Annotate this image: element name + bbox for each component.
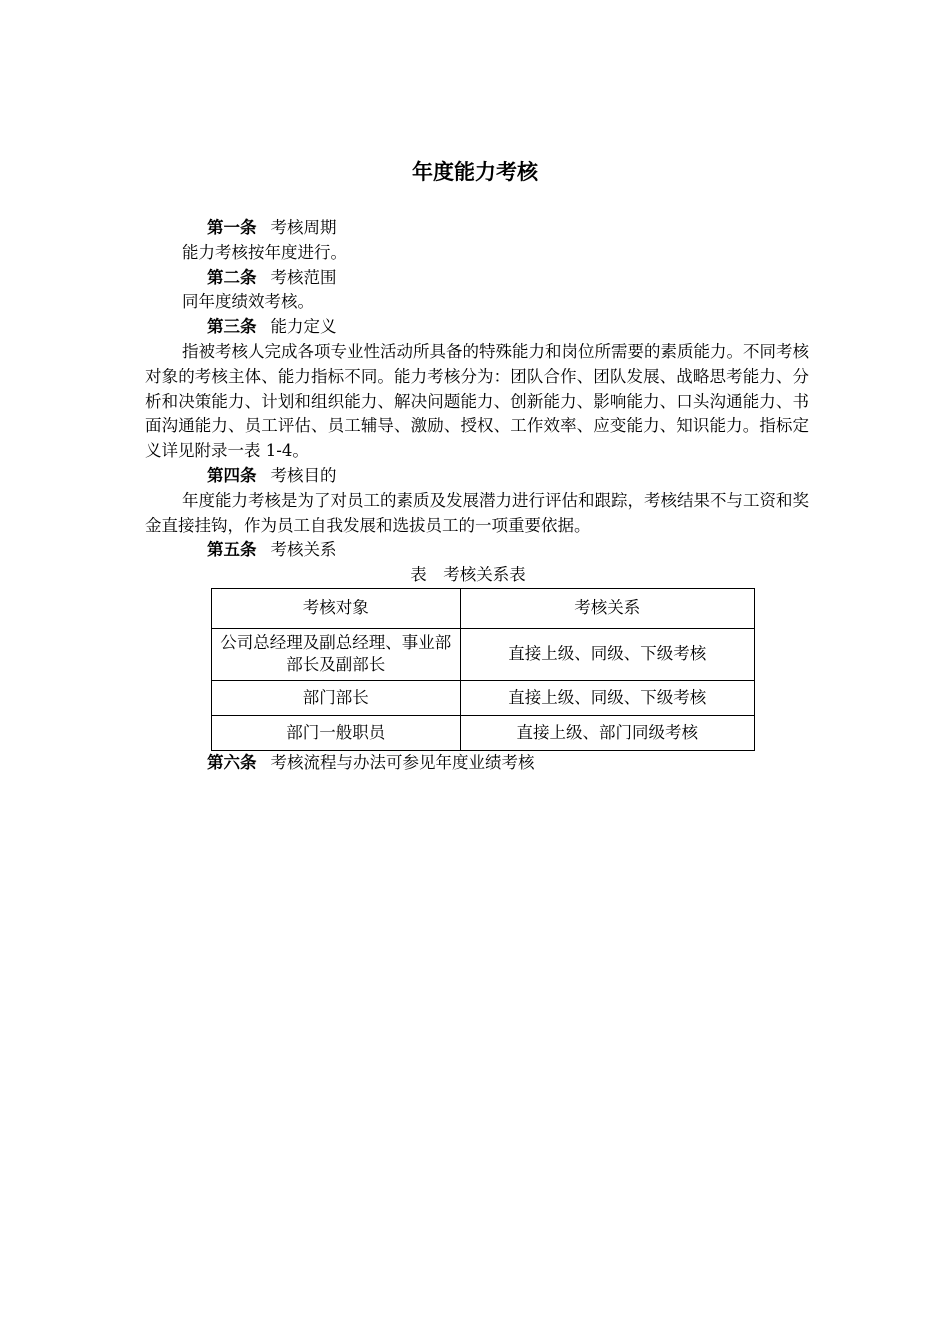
- article-2-text: 同年度绩效考核。: [182, 292, 314, 312]
- table-cell: 直接上级、部门同级考核: [460, 715, 754, 750]
- table-cell: 公司总经理及副总经理、事业部部长及副部长: [212, 628, 461, 680]
- article-number: 第四条: [207, 465, 257, 485]
- article-heading: 考核流程与办法可参见年度业绩考核: [270, 752, 535, 772]
- table-header-row: [212, 588, 755, 628]
- article-heading: 考核周期: [270, 218, 337, 237]
- document-body: [145, 216, 809, 776]
- article-number: 第二条: [207, 267, 257, 287]
- article-heading: 能力定义: [270, 317, 337, 337]
- table-row: [212, 628, 755, 680]
- article-4-text: 年度能力考核是为了对员工的素质及发展潜力进行评估和跟踪，考核结果不与工资和奖金直接挂钩，作为员工自我发展和选拔员工的一项重要依据。: [145, 490, 809, 535]
- table-cell: 部门一般职员: [212, 715, 461, 750]
- table-header-cell: 考核关系: [460, 588, 754, 628]
- relationship-table: [211, 588, 755, 751]
- article-number: 第五条: [207, 540, 257, 560]
- document-title: 年度能力考核: [412, 160, 538, 184]
- table-cell: 直接上级、同级、下级考核: [460, 628, 754, 680]
- article-heading: 考核目的: [270, 465, 337, 485]
- table-header-cell: 考核对象: [212, 588, 461, 628]
- article-3-heading: [145, 315, 809, 340]
- table-row: [212, 715, 755, 750]
- article-6-heading: [145, 751, 809, 776]
- table-cell: 直接上级、同级、下级考核: [460, 680, 754, 715]
- article-number: 第一条: [207, 218, 257, 237]
- article-1-heading: [145, 216, 809, 241]
- article-5-heading: [145, 538, 809, 563]
- article-heading: 考核范围: [270, 267, 337, 287]
- table-caption: 表 考核关系表: [410, 565, 526, 585]
- article-number: 第六条: [207, 752, 257, 772]
- article-2-heading: [145, 266, 809, 291]
- article-4-heading: [145, 464, 809, 489]
- article-heading: 考核关系: [270, 540, 337, 560]
- article-number: 第三条: [207, 317, 257, 337]
- table-cell: 部门部长: [212, 680, 461, 715]
- article-3-text: 指被考核人完成各项专业性活动所具备的特殊能力和岗位所需要的素质能力。不同考核对象的考核主体、能力指标不同。能力考核分为：团队合作、团队发展、战略思考能力、分析和决策能力、计划和组织能力、解决问题能力、创新能力、影响能力、口头沟通能力、书面沟通能力、员工评估、员工辅导、激励、授权、工作效率、应变能力、知识能力。指标定义详见附录一表 1-4。: [145, 341, 809, 461]
- article-1-text: 能力考核按年度进行。: [182, 242, 347, 262]
- table-row: [212, 680, 755, 715]
